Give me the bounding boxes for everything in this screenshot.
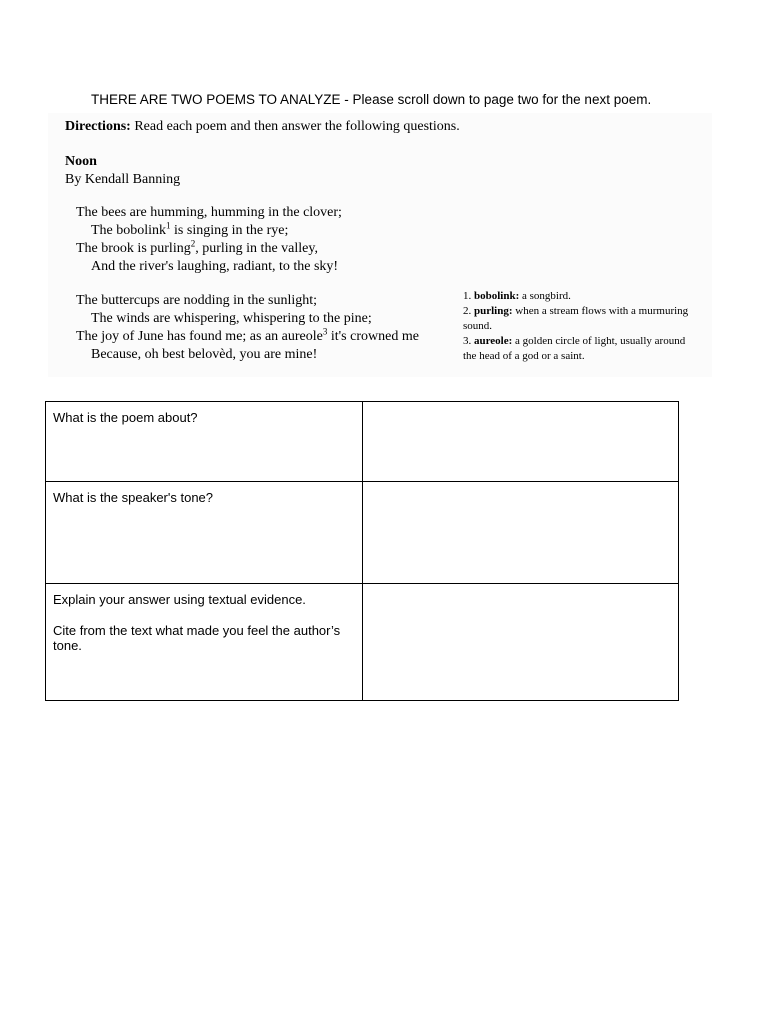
footnote-term: aureole:: [474, 335, 513, 347]
footnote-term: purling:: [474, 305, 513, 317]
footnote-number: 1.: [463, 290, 472, 302]
poem-line: The buttercups are nodding in the sunlight;: [76, 293, 318, 308]
poem-line-text: is singing in the rye;: [170, 223, 289, 238]
stanza-1: [76, 205, 342, 277]
question-text: What is the speaker's tone?: [53, 490, 214, 505]
directions: [65, 119, 460, 136]
footnote: [463, 304, 693, 334]
question-table: [45, 401, 679, 701]
question-text: Explain your answer using textual evidence.: [53, 592, 306, 607]
footnote-term: bobolink:: [474, 290, 520, 302]
table-row: [46, 402, 679, 482]
poem-line: The winds are whispering, whispering to the pine;: [91, 311, 372, 326]
poem-line: The bees are humming, humming in the clover;: [76, 205, 342, 220]
footnote: [463, 334, 693, 364]
poem-line-text: The brook is purling: [76, 241, 191, 256]
page-notice: THERE ARE TWO POEMS TO ANALYZE - Please scroll down to page two for the next poem.: [91, 92, 652, 107]
footnote-definition: a golden circle of light, usually around the head of a god or a saint.: [463, 335, 686, 362]
question-cell: [46, 482, 363, 584]
poem-title: Noon: [65, 154, 97, 169]
poem-line: And the river's laughing, radiant, to the sky!: [91, 259, 339, 274]
answer-cell[interactable]: [362, 402, 678, 482]
stanza-2: [76, 293, 419, 365]
poem-image-block: [48, 113, 712, 377]
footnote-number: 3.: [463, 335, 472, 347]
directions-text: Read each poem and then answer the following questions.: [130, 119, 460, 134]
footnotes: [463, 289, 693, 364]
poem-line: Because, oh best belovèd, you are mine!: [91, 347, 318, 362]
poem-author: By Kendall Banning: [65, 172, 181, 187]
table-row: [46, 584, 679, 701]
question-cell: [46, 584, 363, 701]
question-text: Cite from the text what made you feel the author’s tone.: [53, 623, 341, 653]
poem-line-text: , purling in the valley,: [195, 241, 318, 256]
poem-line: [76, 326, 419, 347]
footnote: [463, 289, 693, 304]
footnote-marker: 1: [166, 220, 171, 231]
directions-label: Directions:: [65, 119, 131, 134]
poem-line-text: The joy of June has found me; as an aureole: [76, 329, 323, 344]
footnote-marker: 2: [190, 238, 196, 249]
answer-cell[interactable]: [362, 584, 678, 701]
poem-line: [76, 220, 342, 241]
poem-line: [76, 238, 342, 259]
question-text: What is the poem about?: [53, 410, 198, 425]
question-cell: [46, 402, 363, 482]
footnote-definition: a songbird.: [519, 290, 571, 302]
table-row: [46, 482, 679, 584]
footnote-definition: when a stream flows with a murmuring sound.: [463, 305, 689, 332]
answer-cell[interactable]: [362, 482, 678, 584]
poem-line-text: it's crowned me: [327, 329, 419, 344]
poem-line-text: The bobolink: [91, 223, 167, 238]
footnote-marker: 3: [322, 326, 328, 337]
footnote-number: 2.: [463, 305, 472, 317]
